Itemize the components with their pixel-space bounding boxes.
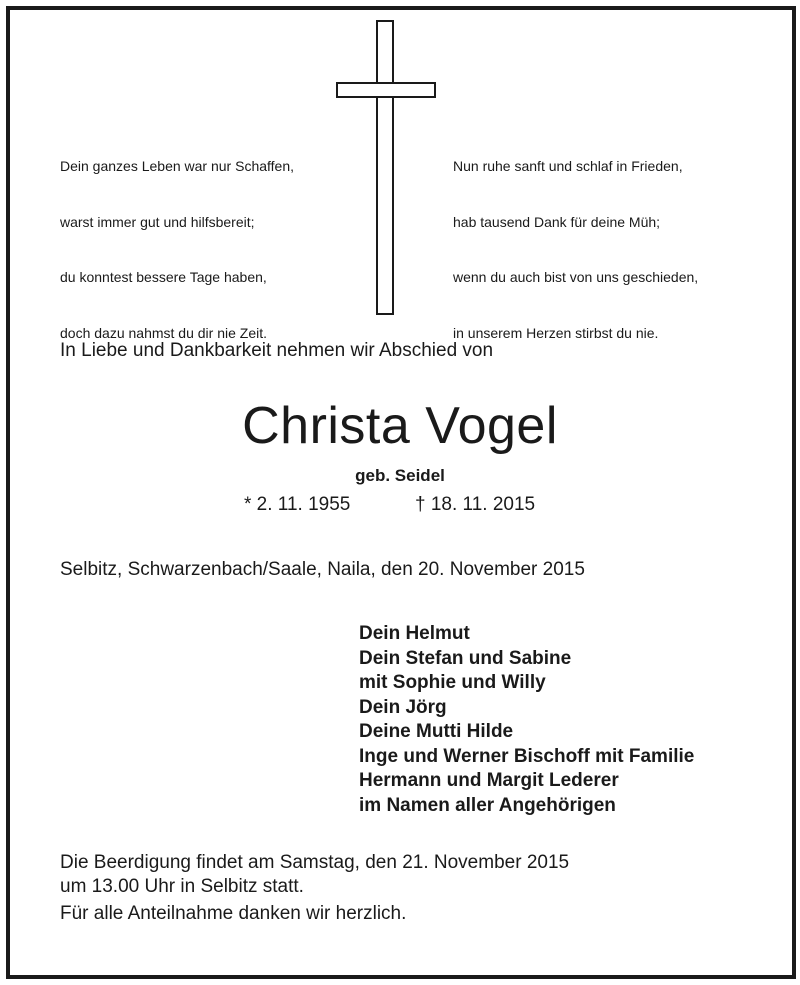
mourner: im Namen aller Angehörigen <box>359 794 616 816</box>
intro-text: In Liebe und Dankbarkeit nehmen wir Abschied von <box>60 340 494 361</box>
mourner: Dein Stefan und Sabine <box>359 647 572 669</box>
verse-line: Nun ruhe sanft und schlaf in Frieden, <box>453 158 683 174</box>
funeral-info <box>60 851 569 899</box>
verse-right <box>453 120 698 361</box>
verse-line: hab tausend Dank für deine Müh; <box>453 213 661 230</box>
verse-line: doch dazu nahmst du dir nie Zeit. <box>60 324 268 341</box>
birth-date: * 2. 11. 1955 <box>244 494 351 515</box>
mourner: Hermann und Margit Lederer <box>359 770 619 791</box>
deceased-name: Christa Vogel <box>242 397 558 455</box>
mourner: Dein Helmut <box>359 623 470 644</box>
verse-line: wenn du auch bist von uns geschieden, <box>453 269 699 285</box>
mourner: Deine Mutti Hilde <box>359 721 514 742</box>
mourner: Inge und Werner Bischoff mit Familie <box>359 745 695 767</box>
verse-line: Dein ganzes Leben war nur Schaffen, <box>60 158 295 174</box>
verse-line: in unserem Herzen stirbst du nie. <box>453 324 659 341</box>
funeral-line: um 13.00 Uhr in Selbitz statt. <box>60 876 304 897</box>
verse-left <box>60 120 294 361</box>
funeral-line: Die Beerdigung findet am Samstag, den 21. November 2015 <box>60 852 570 873</box>
thanks-text: Für alle Anteilnahme danken wir herzlich. <box>60 903 407 924</box>
mourner: mit Sophie und Willy <box>359 672 546 693</box>
place-date: Selbitz, Schwarzenbach/Saale, Naila, den 20. November 2015 <box>60 559 585 580</box>
mourner: Dein Jörg <box>359 696 447 718</box>
maiden-name: geb. Seidel <box>355 466 445 485</box>
mourners-list <box>359 622 694 818</box>
verse-line: warst immer gut und hilfsbereit; <box>60 213 255 230</box>
verse-line: du konntest bessere Tage haben, <box>60 269 267 285</box>
death-date: † 18. 11. 2015 <box>415 494 536 515</box>
